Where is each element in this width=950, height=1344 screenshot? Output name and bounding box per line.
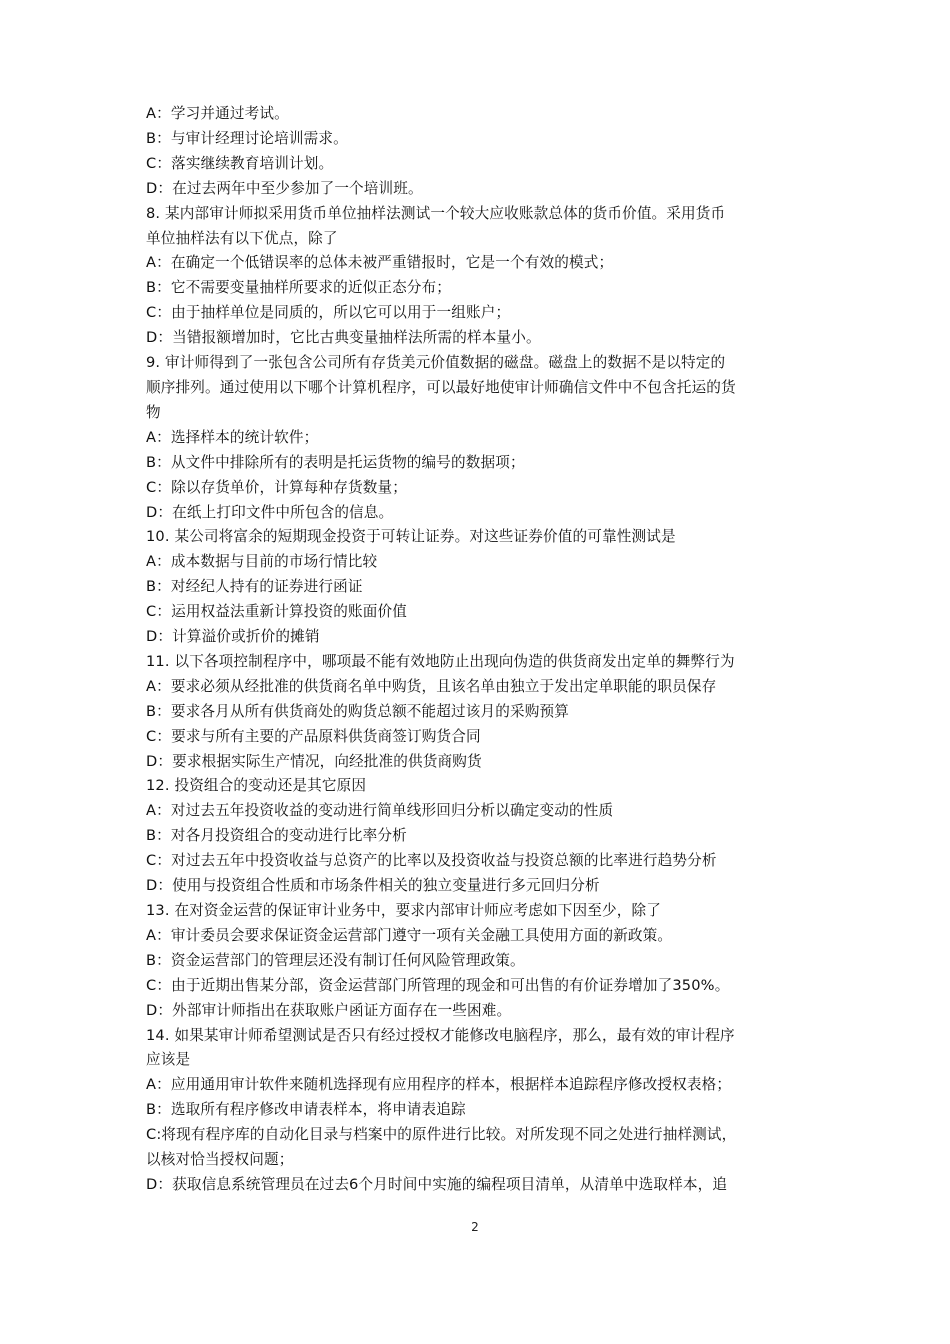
- question-text-line: 13. 在对资金运营的保证审计业务中，要求内部审计师应考虑如下因至少，除了: [146, 902, 661, 919]
- answer-option-line: B：从文件中排除所有的表明是托运货物的编号的数据项；: [146, 453, 525, 471]
- answer-option-line: B：它不需要变量抽样所要求的近似正态分布；: [146, 279, 452, 297]
- answer-option-line: A：学习并通过考试。: [146, 105, 289, 122]
- question-text-line: 应该是: [146, 1051, 191, 1069]
- answer-option-line: C：由于近期出售某分部，资金运营部门所管理的现金和可出售的有价证券增加了350%。: [146, 976, 730, 994]
- answer-option-line: D：获取信息系统管理员在过去6个月时间中实施的编程项目清单，从清单中选取样本，追: [146, 1175, 728, 1193]
- answer-option-line: D：计算溢价或折价的摊销: [146, 628, 320, 646]
- answer-option-line: B：与审计经理讨论培训需求。: [146, 129, 348, 147]
- answer-option-line: C：对过去五年中投资收益与总资产的比率以及投资收益与投资总额的比率进行趋势分析: [146, 852, 717, 870]
- answer-option-line: C：运用权益法重新计算投资的账面价值: [146, 603, 407, 621]
- question-text-line: 顺序排列。通过使用以下哪个计算机程序，可以最好地使审计师确信文件中不包含托运的货: [146, 378, 736, 396]
- answer-option-line: A：审计委员会要求保证资金运营部门遵守一项有关金融工具使用方面的新政策。: [146, 926, 673, 944]
- question-text-line: 11. 以下各项控制程序中，哪项最不能有效地防止出现向伪造的供货商发出定单的舞弊行为: [146, 652, 735, 670]
- answer-option-line: B：资金运营部门的管理层还没有制订任何风险管理政策。: [146, 951, 525, 969]
- answer-option-line: B：对各月投资组合的变动进行比率分析: [146, 827, 407, 845]
- answer-option-line: B：选取所有程序修改申请表样本，将申请表追踪: [146, 1101, 466, 1119]
- answer-option-line: D：要求根据实际生产情况，向经批准的供货商购货: [146, 752, 482, 770]
- document-body: [146, 102, 818, 1198]
- answer-option-line: C：要求与所有主要的产品原料供货商签订购货合同: [146, 727, 481, 745]
- question-text-line: 单位抽样法有以下优点，除了: [146, 229, 338, 247]
- answer-option-line: C：落实继续教育培训计划。: [146, 154, 334, 172]
- answer-option-line: A：选择样本的统计软件；: [146, 428, 319, 446]
- answer-option-line: A：要求必须从经批准的供货商名单中购货，且该名单由独立于发出定单职能的职员保存: [146, 677, 717, 695]
- answer-option-line: D：在过去两年中至少参加了一个培训班。: [146, 179, 423, 197]
- answer-option-line: D：外部审计师指出在获取账户函证方面存在一些困难。: [146, 1001, 512, 1019]
- answer-option-line: 以核对恰当授权问题；: [146, 1151, 294, 1169]
- answer-option-line: C:将现有程序库的自动化目录与档案中的原件进行比较。对所发现不同之处进行抽样测试，: [146, 1126, 737, 1144]
- answer-option-line: A：成本数据与目前的市场行情比较: [146, 553, 378, 571]
- answer-option-line: B：对经纪人持有的证券进行函证: [146, 578, 363, 596]
- question-text-line: 9. 审计师得到了一张包含公司所有存货美元价值数据的磁盘。磁盘上的数据不是以特定的: [146, 354, 726, 372]
- question-text-line: 8. 某内部审计师拟采用货币单位抽样法测试一个较大应收账款总体的货币价值。采用货币: [146, 204, 726, 222]
- question-text-line: 14. 如果某审计师希望测试是否只有经过授权才能修改电脑程序，那么，最有效的审计程序: [146, 1026, 735, 1044]
- question-text-line: 10. 某公司将富余的短期现金投资于可转让证券。对这些证券价值的可靠性测试是: [146, 528, 676, 546]
- answer-option-line: D：在纸上打印文件中所包含的信息。: [146, 503, 394, 521]
- answer-option-line: A：在确定一个低错误率的总体未被严重错报时，它是一个有效的模式；: [146, 254, 614, 272]
- page-number: 2: [471, 1220, 479, 1234]
- answer-option-line: D：使用与投资组合性质和市场条件相关的独立变量进行多元回归分析: [146, 877, 600, 895]
- answer-option-line: C：由于抽样单位是同质的，所以它可以用于一组账户；: [146, 304, 511, 322]
- question-text-line: 12. 投资组合的变动还是其它原因: [146, 777, 367, 795]
- answer-option-line: A：应用通用审计软件来随机选择现有应用程序的样本，根据样本追踪程序修改授权表格；: [146, 1076, 732, 1094]
- answer-option-line: D：当错报额增加时，它比古典变量抽样法所需的样本量小。: [146, 329, 541, 347]
- answer-option-line: C：除以存货单价，计算每种存货数量；: [146, 478, 407, 496]
- answer-option-line: A：对过去五年投资收益的变动进行简单线形回归分析以确定变动的性质: [146, 802, 614, 820]
- question-text-line: 物: [146, 403, 161, 421]
- answer-option-line: B：要求各月从所有供货商处的购货总额不能超过该月的采购预算: [146, 702, 569, 720]
